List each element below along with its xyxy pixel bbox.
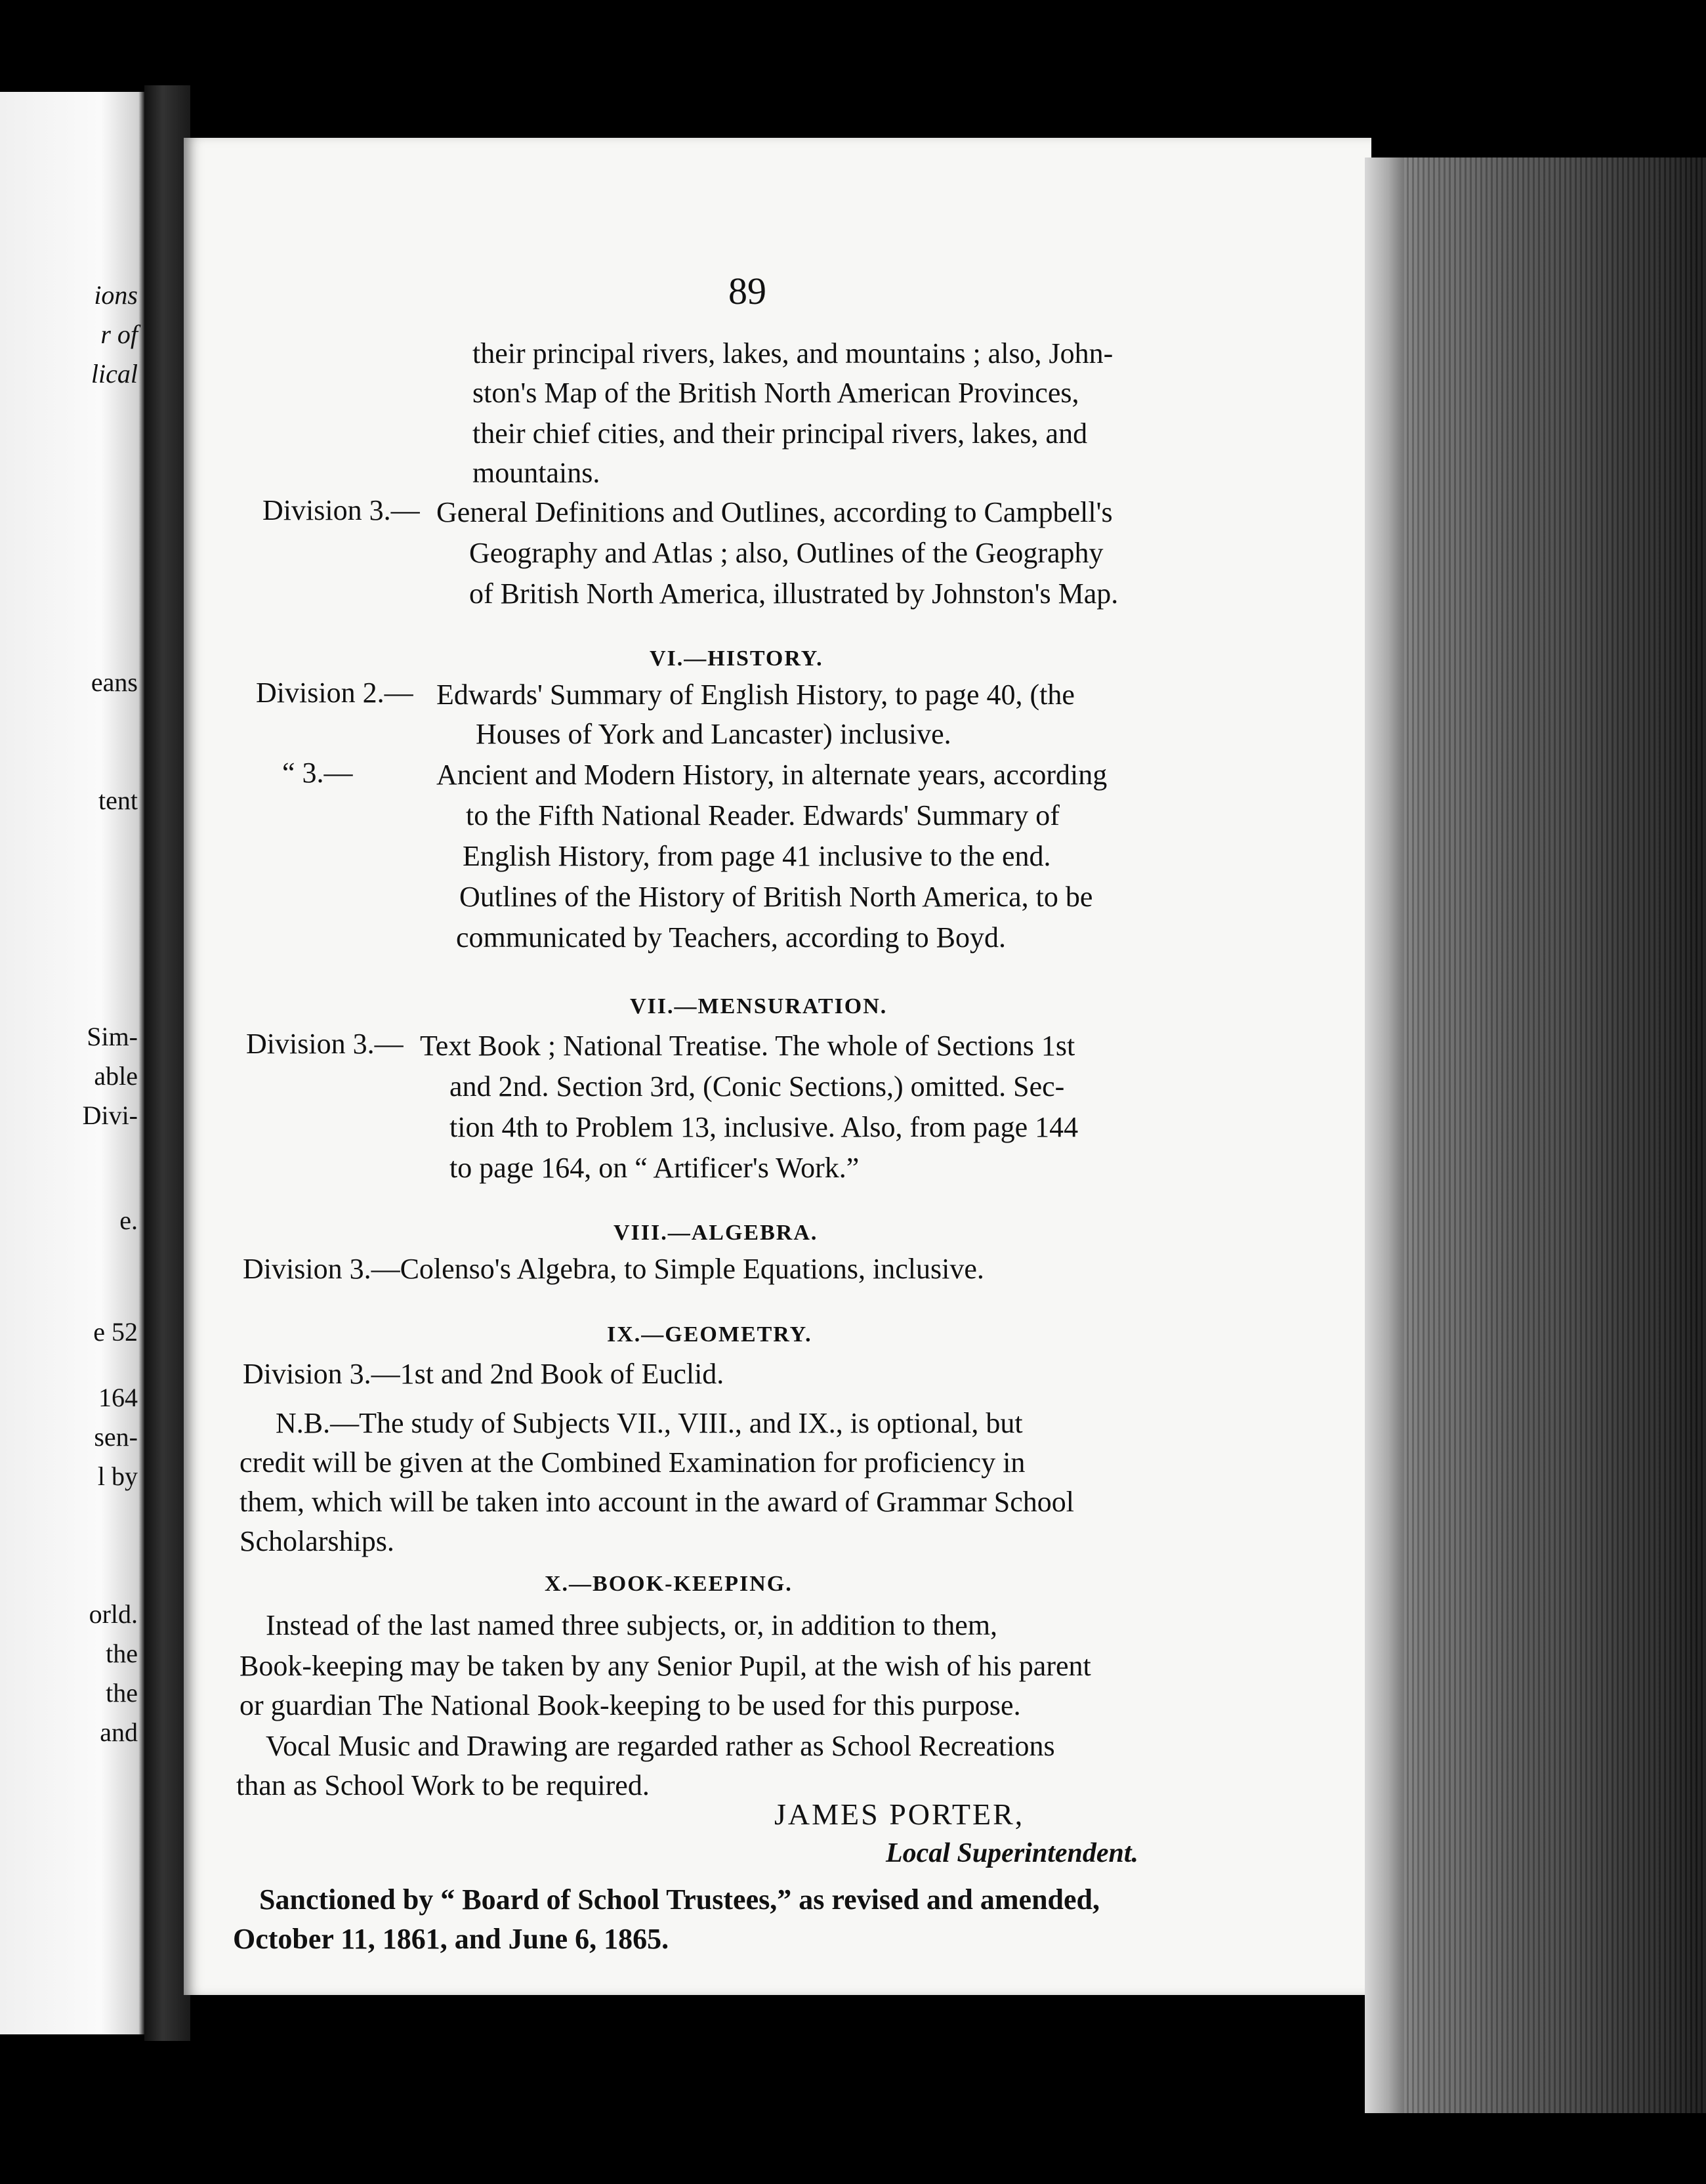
sanction-line-2: October 11, 1861, and June 6, 1865. <box>233 1923 669 1955</box>
history-div2-label: Division 2.— <box>256 677 413 709</box>
page-edges <box>1365 158 1706 2113</box>
left-page-fragment: Divi- <box>82 1101 138 1130</box>
geo-div3-line-2: Geography and Atlas ; also, Outlines of the Geography <box>469 537 1104 569</box>
geometry-line: Division 3.—1st and 2nd Book of Euclid. <box>243 1358 724 1390</box>
history-div2-line-2: Houses of York and Lancaster) inclusive. <box>476 718 951 750</box>
bookkeeping-heading: X.—BOOK-KEEPING. <box>545 1572 793 1596</box>
bookkeeping-line-3: or guardian The National Book-keeping to be used for this purpose. <box>239 1689 1021 1721</box>
history-div2-line-1: Edwards' Summary of English History, to page 40, (the <box>436 679 1075 711</box>
left-page-fragment: the <box>106 1678 138 1708</box>
left-page-fragment: 164 <box>98 1383 138 1412</box>
left-page-fragment: ions <box>94 280 138 310</box>
music-line-2: than as School Work to be required. <box>236 1769 650 1801</box>
music-line-1: Vocal Music and Drawing are regarded rather as School Recreations <box>266 1730 1055 1762</box>
left-page-fragment: Sim- <box>87 1022 138 1051</box>
mensuration-heading: VII.—MENSURATION. <box>630 994 888 1018</box>
mensuration-line-4: to page 164, on “ Artificer's Work.” <box>449 1152 860 1184</box>
mensuration-div3-label: Division 3.— <box>246 1028 404 1060</box>
algebra-heading: VIII.—ALGEBRA. <box>614 1221 818 1245</box>
history-div3-line-4: Outlines of the History of British North America, to be <box>459 881 1093 913</box>
history-div3-line-2: to the Fifth National Reader. Edwards' Summary of <box>466 799 1060 831</box>
left-page-fragment: able <box>94 1061 138 1091</box>
mensuration-line-3: tion 4th to Problem 13, inclusive. Also, from page 144 <box>449 1111 1079 1143</box>
signature-title: Local Superintendent. <box>886 1838 1139 1868</box>
left-page-fragment: tent <box>98 786 138 815</box>
bookkeeping-line-1: Instead of the last named three subjects, or, in addition to them, <box>266 1609 998 1641</box>
left-facing-page <box>0 92 144 2034</box>
sanction-line-1: Sanctioned by “ Board of School Trustees,” as revised and amended, <box>259 1883 1100 1916</box>
left-page-fragment: the <box>106 1639 138 1668</box>
page-edge-highlight <box>1365 158 1404 2113</box>
geometry-heading: IX.—GEOMETRY. <box>607 1322 812 1347</box>
nb-line-2: credit will be given at the Combined Examination for proficiency in <box>239 1446 1026 1479</box>
geo-line-3: their chief cities, and their principal rivers, lakes, and <box>472 417 1088 450</box>
geo-line-1: their principal rivers, lakes, and mountains ; also, John- <box>472 337 1113 369</box>
history-div3-line-3: English History, from page 41 inclusive to the end. <box>463 840 1051 872</box>
history-div3-line-1: Ancient and Modern History, in alternate years, according <box>436 759 1108 791</box>
mensuration-line-2: and 2nd. Section 3rd, (Conic Sections,) omitted. Sec- <box>449 1070 1065 1102</box>
history-div3-label: “ 3.— <box>282 757 353 789</box>
history-heading: VI.—HISTORY. <box>650 646 823 671</box>
mensuration-line-1: Text Book ; National Treatise. The whole of Sections 1st <box>420 1030 1075 1062</box>
page-number: 89 <box>728 270 766 312</box>
left-page-fragment: e. <box>119 1206 138 1235</box>
geo-line-4: mountains. <box>472 457 600 489</box>
signature-name: JAMES PORTER, <box>774 1797 1025 1831</box>
nb-line-3: them, which will be taken into account in the award of Grammar School <box>239 1486 1074 1518</box>
geo-div3-label: Division 3.— <box>262 494 420 526</box>
geo-div3-line-3: of British North America, illustrated by Johnston's Map. <box>469 578 1119 610</box>
geo-div3-line-1: General Definitions and Outlines, according to Campbell's <box>436 496 1113 528</box>
left-page-fragment: eans <box>91 667 138 697</box>
algebra-line: Division 3.—Colenso's Algebra, to Simple Equations, inclusive. <box>243 1253 984 1285</box>
left-page-fragment: sen- <box>94 1422 138 1452</box>
nb-line-4: Scholarships. <box>239 1525 394 1557</box>
left-page-fragment: orld. <box>89 1599 138 1629</box>
geo-line-2: ston's Map of the British North American Provinces, <box>472 377 1079 409</box>
left-page-fragment: r of <box>100 320 138 349</box>
history-div3-line-5: communicated by Teachers, according to Boyd. <box>456 921 1006 954</box>
left-page-fragment: e 52 <box>93 1317 138 1347</box>
left-page-fragment: l by <box>97 1461 138 1491</box>
bookkeeping-line-2: Book-keeping may be taken by any Senior Pupil, at the wish of his parent <box>239 1650 1091 1682</box>
nb-line-1: N.B.—The study of Subjects VII., VIII., and IX., is optional, but <box>276 1407 1023 1439</box>
left-page-fragment: and <box>100 1717 138 1747</box>
left-page-fragment: lical <box>91 359 138 388</box>
